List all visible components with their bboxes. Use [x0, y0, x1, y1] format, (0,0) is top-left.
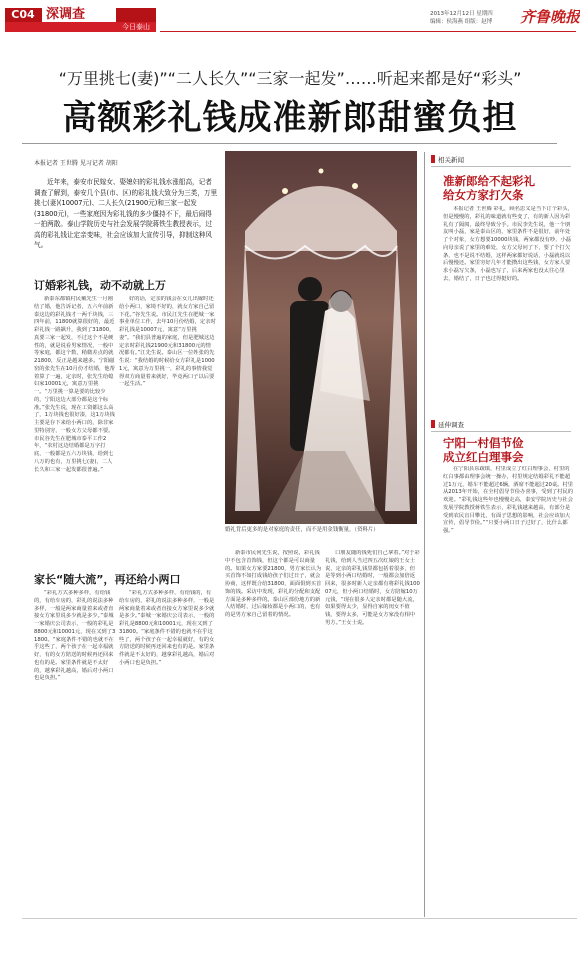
page-number: C04 [5, 8, 41, 22]
lead-paragraph: 近年来，泰安市民嫁女、娶媳妇的彩礼钱水涨船高，记者调查了解到，泰安几个县(市、区)的彩礼钱大致分为三类，万里挑七(妻)(10007元)、二人长久(21900元)和三家一起发(31800元)，一些家庭因为彩礼钱的多少僵持不下，最后闹得一拍两散。泰山学院历史与社会发展学院蒋铁生教授表示，过高的彩礼钱让定亲变味，社会应该加大宣传引导，抑制这种风气。 [34, 178, 218, 249]
column-bottom-2: 新泰市民何先生说，按照说，彩礼钱中不包含首饰钱，但这个都是可以商量的。如果女方家要21800，男方家长认为买首饰不如打成钱给孩子们过日子，就会协商，这样既合给31800，面面俱到买首饰的钱。采访中发现，彩礼的分配和支配方面是多种多样的。泰山区部份地方的新人结婚时，过后嫁妆都是小两口的，也有的是男方家自己留着的情况。 [225, 550, 322, 618]
subhead-2: 家长“随大流”，再还给小两口 [34, 573, 181, 586]
label-bar-icon [431, 155, 435, 163]
sidebar-divider [424, 152, 425, 917]
headline-rule [22, 143, 557, 144]
column-2: 好的话，定亲的钱会在女儿出嫁时还给小两口，家境不好的，就女方家自己留下花。”谷先生说。市民江先生在肥城一家事业单位工作，去年10月份结婚，定亲时彩礼钱是10007元，寓意“万里挑妻”。“我们县普遍的家庭，但是肥城这边定亲时彩礼钱21900元和31800元的情况都有。”江先生说。泰山区一位姓张的先生说：“我结婚的时候给女方彩礼是10001元，寓意为万里挑一，彩礼的事情我觉得双方商量着来就好，毕竟两口子以后要一起生活。” [119, 296, 216, 388]
subhead-1: 订婚彩礼钱，动不动就上万 [34, 279, 166, 292]
kicker: “万里挑七(妻)”“二人长久”“三家一起发”……听起来都是好“彩头” [58, 69, 522, 88]
masthead-logo: 齐鲁晚报 [520, 8, 580, 26]
section-name: 深调查 [42, 7, 116, 22]
issue-date: 2013年12月12日 星期四 [430, 11, 493, 17]
editor-credits: 编辑：侯海燕 组版：赵博 [430, 19, 493, 25]
sidebar-body-1: 本报记者 王世腾 彩礼，顾名思义是当下订个彩头，但是慢慢的，彩礼的味道就有些变了，有的新人因为彩礼有了隔阂，最终导致分手。市民李先生说，他一个朋友叫小磊，家是泰山区的，家里条件不是很好，前年处了个对象，女方想要10000块钱，两家都没有吵，小磊向母亲说了家里的难处，女方父母问了下，要了个打欠条，也不是说不结婚，这样两家都好说话，小磊就说以后慢慢还。家里穷好几年才能攒出这些钱，女方家人要求小磊写欠条，小磊也写了，后来两家也没太往心里去，婚结了，日子也过得挺好的。 [443, 206, 573, 282]
sidebar-body-2: 在宁阳县东疏镇，村里成立了红白理事会，村里的红白事都由理事会统一操办，村里规定结婚彩礼不能超过1万元，婚车不能超过6辆，酒席不能超过20桌。村里从2013年开始，在全村倡导节俭办喜事，受到了村民的欢迎。“彩礼钱这些年也慢慢走高，泰安学院历史与社会发展学院教授蒋铁生表示，彩礼钱越来越高，有部分是受到农民盲目攀比，有面子思想的影响，社会应该加大宣传，倡导节俭。”“只要小两口日子过好了，比什么都强。” [443, 466, 573, 534]
page-bottom-rule [22, 918, 577, 919]
sidebar-title-1: 准新郎给不起彩礼 给女方家打欠条 [443, 174, 535, 202]
sidebar-label-1: 相关新闻 [431, 155, 464, 165]
sidebar-title-2: 宁阳一村倡节俭 成立红白理事会 [443, 436, 524, 464]
sidebar-rule-1 [431, 166, 571, 167]
column-bottom-3: 口朋友随的钱死们自己拿着。”对于彩礼钱，给到人当过四五次红娘的王女士说，定亲的彩礼钱里都包括着很多，但是等到小两口结婚时，一般都会加倍返回来，很多时新人定亲都有将彩礼钱10007元，但小两口结婚时，女方陪嫁10万元钱，“现在很多人定亲时都是随大流，如果要得太少，显得自家的闺女不值钱，要得太多，可能是女方家没有相中男方。”王女士说。 [325, 550, 420, 626]
wedding-photo [225, 151, 417, 524]
byline: 本报记者 王世腾 见习记者 胡阳 [34, 160, 118, 167]
column-bottom-1a: “彩礼方式多种多样，有给钱的，有给车房的，彩礼的说法多种多样，一般是两家商量着来或者直接女方家里说多少就是多少。”泰城一家婚庆公司表示，一般的彩礼是8800元和10001元，现在又到了31800。“家庭条件不错的也就不在乎这些了，两个孩子在一起幸福就好，有的女方陪送的时候再还回来也有的是。家里条件就是不太好的，越拿彩礼越高，婚后对小两口也是负担。” [34, 590, 116, 682]
column-bottom-1b: “彩礼方式多种多样，有给钱的，有给车房的，彩礼的说法多种多样，一般是两家商量着来或者直接女方家里说多少就是多少。”泰城一家婚庆公司表示，一般的彩礼是8800元和10001元，现在又到了31800。“家庭条件不错的也就不在乎这些了，两个孩子在一起幸福就好，有的女方陪送的时候再还回来也有的是。家里条件就是不太好的，越拿彩礼越高，婚后对小两口也是负担。” [119, 590, 215, 666]
column-1: 新泰东都镇村民戴先生一月刚结了婚，他告诉记者，五六年前新泰这边的彩礼钱才一两千块钱，三四年前，11800就算很好的，最近彩礼钱一路飙升，我到了31800，真要三家一起发，不过这个不是硬性的，就是说看男家情况，一般中等家庭，都这个数，稍微差点的就21800，反正是越来越多。宁阳磁窑的张先生在10月份才结婚，他帮着算了一遍，定亲时，张先生给媳妇家10001元，寓意万里挑一。“万里挑一算是要的比较少的，宁阳这边大部分都是这个标准。”张先生说，现在工资都这么高了，1万块钱也很好凑，这1万块钱主要是存下来给小两口的，除非家里特别穷，一般女方父母都不要。市民谷先生在肥城市泰平工作2年，“农村这边结婚都是万字打底，一般都是五六万块钱，给到七八万的也有，万里挑七(妻)，二人长久和三家一起发都很普遍。” [34, 296, 115, 473]
header-rule [160, 31, 576, 32]
photo-caption: 婚礼背后更多的是对家庭的责任，而不是用金钱衡量。（资料片） [225, 527, 379, 533]
label-bar-icon [431, 420, 435, 428]
sidebar-label-2: 延伸调查 [431, 420, 464, 430]
subsection-name: 今日泰山 [5, 22, 156, 32]
headline: 高额彩礼钱成准新郎甜蜜负担 [62, 98, 518, 138]
sidebar-rule-2 [431, 431, 571, 432]
